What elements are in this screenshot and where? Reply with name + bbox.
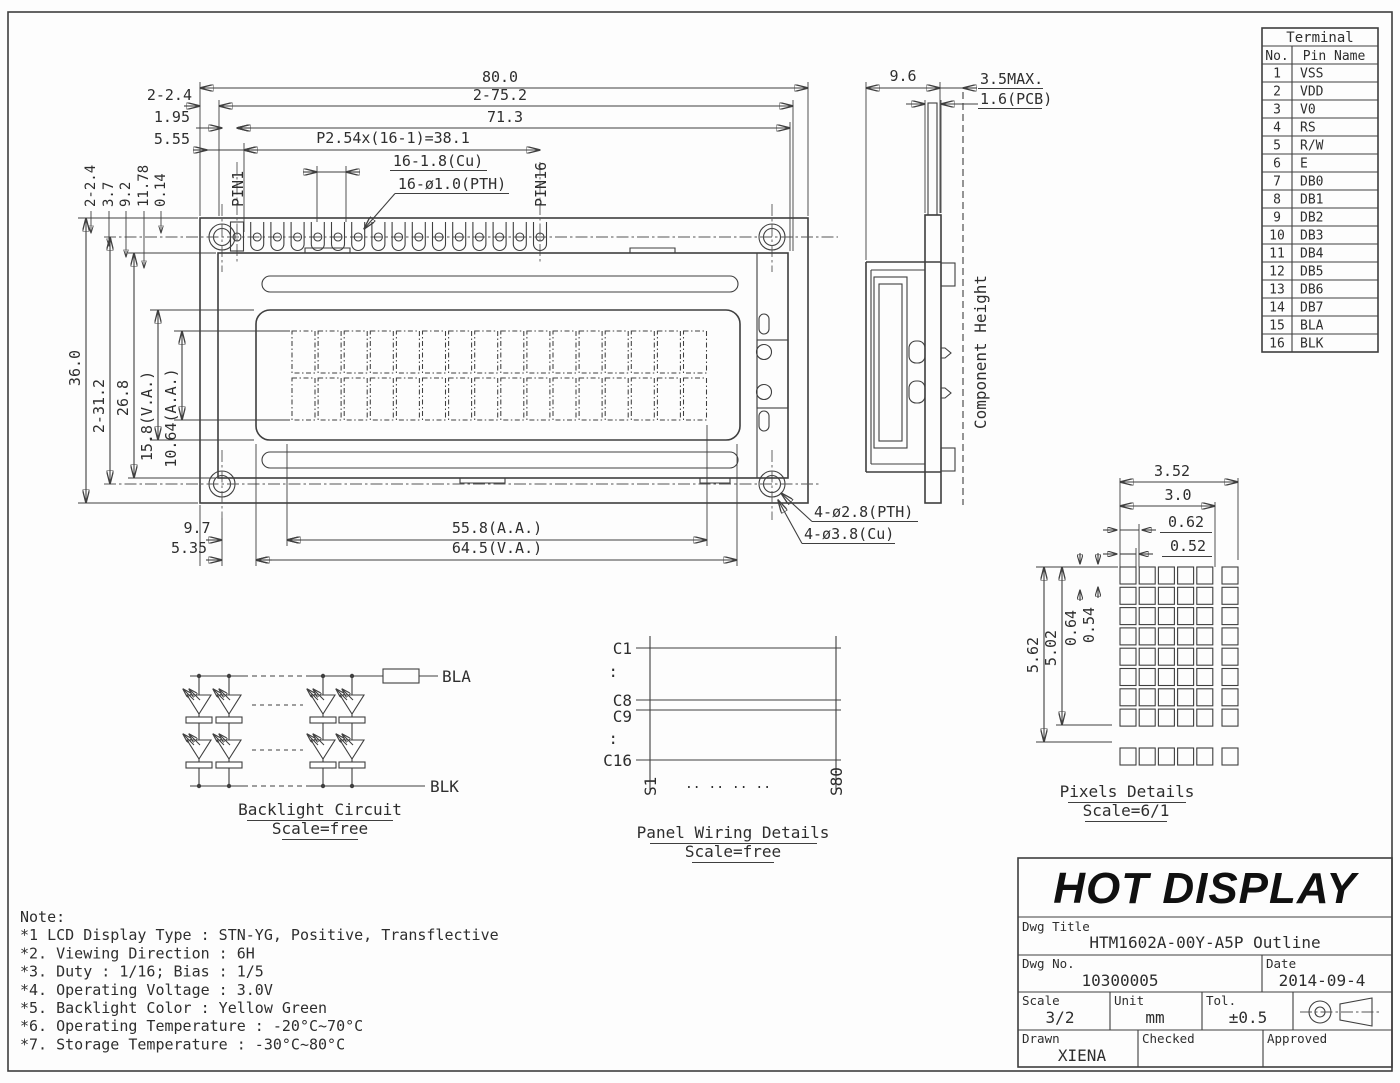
terminal-row-no: 6 [1273,156,1281,172]
dim-64.5va: 64.5(V.A.) [451,539,543,557]
dim-1.6pcb: 1.6(PCB) [980,90,1053,108]
dots-1: : [608,662,618,681]
terminal-row-no: 15 [1269,318,1285,334]
dwg-title-label: Dwg Title [1022,919,1090,934]
dim-3.52: 3.52 [1153,462,1191,480]
terminal-row-name: RS [1300,120,1316,136]
wiring-dashes: .. .. .. .. [684,777,772,792]
pixel-grid [1120,567,1238,765]
note-line: *3. Duty : 1/16; Bias : 1/5 [20,962,264,981]
terminal-table [1262,28,1378,352]
c8-label: C8 [612,691,632,710]
dim-0.62: 0.62 [1167,513,1205,531]
terminal-row-no: 8 [1273,192,1281,208]
terminal-row-no: 11 [1269,246,1285,262]
s1-label: S1 [641,776,660,796]
terminal-row-no: 7 [1273,174,1281,190]
dim-5.02: 5.02 [1042,629,1060,667]
dim-lt-9.2: 9.2 [118,181,134,207]
dim-26.8: 26.8 [114,379,132,417]
dim-9.6: 9.6 [889,67,917,85]
terminal-row-no: 5 [1273,138,1281,154]
pin-side [928,103,937,215]
note-line: *5. Backlight Color : Yellow Green [20,999,328,1017]
dim-2-2.4: 2-2.4 [146,86,192,104]
side-view [866,67,1052,505]
note-line: *7. Storage Temperature : -30°C~80°C [20,1035,346,1054]
approved-label: Approved [1267,1031,1328,1046]
terminal-row-name: V0 [1300,102,1316,118]
note-line: *4. Operating Voltage : 3.0V [20,980,273,999]
dim-0.54: 0.54 [1080,606,1098,644]
pixels-title: Pixels Details [1059,782,1195,801]
checked-label: Checked [1142,1031,1195,1046]
dim-4-pth: 4-ø2.8(PTH) [814,503,914,521]
dots-2: : [608,729,618,748]
front-view [66,68,918,566]
dwg-no-label: Dwg No. [1022,956,1075,971]
backlight-title: Backlight Circuit [238,800,402,819]
front-dims-left-top [83,165,169,268]
terminal-row-no: 10 [1269,228,1285,244]
terminal-row-name: BLK [1300,336,1324,352]
dim-lt-2-2.4: 2-2.4 [83,164,99,207]
dim-16-pth: 16-ø1.0(PTH) [397,175,507,193]
terminal-row-name: DB4 [1300,246,1324,262]
terminal-col-name: Pin Name [1302,49,1366,64]
pcb-side [925,215,941,503]
pin16-label: PIN16 [532,161,550,207]
note-line: Note: [20,908,66,926]
unit-value: mm [1145,1008,1165,1027]
dim-3.5max: 3.5MAX. [980,70,1044,88]
notes [20,908,499,1053]
dim-lt-3.7: 3.7 [101,181,117,207]
dim-lt-0.14: 0.14 [153,173,169,207]
dim-2-75.2: 2-75.2 [472,86,528,104]
company-logo: HOT DISPLAY [1053,864,1357,913]
c1-label: C1 [612,639,632,658]
dim-15.8va: 15.8(V.A.) [138,370,156,462]
component-height-label: Component Height [971,274,990,430]
s80-label: S80 [827,767,846,796]
pixels-detail [1024,462,1238,822]
pixels-scale: Scale=6/1 [1082,801,1170,820]
dim-80: 80.0 [481,68,519,86]
terminal-row-name: E [1300,156,1308,172]
terminal-row-name: DB3 [1300,228,1324,244]
terminal-row-no: 9 [1273,210,1281,226]
terminal-col-no: No. [1265,49,1289,64]
terminal-row-name: DB2 [1300,210,1324,226]
bla-label: BLA [442,667,471,686]
c9-label: C9 [612,707,632,726]
scale-label: Scale [1022,993,1060,1008]
dim-16-1.8cu: 16-1.8(Cu) [392,152,484,170]
dim-10.64aa: 10.64(A.A.) [162,368,180,468]
note-line: *6. Operating Temperature : -20°C~70°C [20,1017,364,1036]
date-label: Date [1266,956,1297,971]
backlight-circuit [183,667,471,840]
blk-label: BLK [430,777,459,796]
terminal-row-name: DB5 [1300,264,1324,280]
dim-71.3: 71.3 [486,108,524,126]
title-block [1018,858,1392,1067]
panel-wiring-scale: Scale=free [684,842,782,861]
drawn-label: Drawn [1022,1031,1060,1046]
dim-5.62: 5.62 [1024,636,1042,674]
panel-wiring [603,636,846,863]
terminal-row-no: 13 [1269,282,1285,298]
dim-2-31.2: 2-31.2 [90,378,108,434]
led-array [183,674,365,788]
c16-label: C16 [603,751,632,770]
note-line: *2. Viewing Direction : 6H [20,944,255,963]
character-grid [292,331,707,420]
terminal-row-name: R/W [1300,138,1324,154]
dim-5.35: 5.35 [170,539,208,557]
terminal-row-name: BLA [1300,318,1324,334]
panel-wiring-title: Panel Wiring Details [636,823,830,842]
scale-value: 3/2 [1045,1008,1075,1027]
terminal-row-no: 16 [1269,336,1285,352]
terminal-row-name: DB1 [1300,192,1324,208]
dwg-title-value: HTM1602A-00Y-A5P Outline [1089,933,1321,952]
dim-lt-11.78: 11.78 [136,164,152,207]
front-dims-top [147,68,808,251]
tol-value: ±0.5 [1228,1008,1268,1027]
dim-9.7: 9.7 [183,519,211,537]
dim-55.8aa: 55.8(A.A.) [451,519,543,537]
dim-36: 36.0 [66,349,84,387]
dim-4-cu: 4-ø3.8(Cu) [804,525,895,543]
terminal-row-name: DB7 [1300,300,1324,316]
terminal-row-no: 12 [1269,264,1285,280]
terminal-row-no: 3 [1273,102,1281,118]
terminal-row-no: 1 [1273,66,1281,82]
front-dims-bottom [171,425,918,566]
terminal-row-no: 2 [1273,84,1281,100]
dim-pitch: P2.54x(16-1)=38.1 [316,129,470,147]
projection-symbol-icon [1300,998,1382,1026]
pin1-label: PIN1 [229,170,247,207]
terminal-row-name: DB0 [1300,174,1324,190]
terminal-row-no: 4 [1273,120,1281,136]
terminal-row-name: DB6 [1300,282,1324,298]
tol-label: Tol. [1206,993,1237,1008]
dim-5.55: 5.55 [153,130,190,148]
terminal-title: Terminal [1286,30,1354,46]
dim-1.95: 1.95 [153,108,190,126]
mounting-holes [209,224,785,497]
dim-3.0: 3.0 [1164,486,1192,504]
dim-0.64: 0.64 [1062,609,1080,647]
dwg-no-value: 10300005 [1081,971,1159,990]
bezel [218,248,788,483]
drawn-value: XIENA [1057,1046,1107,1065]
backlight-scale: Scale=free [271,819,369,838]
date-value: 2014-09-4 [1278,971,1366,990]
terminal-row-name: VDD [1300,84,1324,100]
terminal-row-name: VSS [1300,66,1324,82]
dim-0.52: 0.52 [1169,537,1207,555]
terminal-rows [1262,64,1378,352]
terminal-row-no: 14 [1269,300,1285,316]
unit-label: Unit [1114,993,1145,1008]
note-line: *1 LCD Display Type : STN-YG, Positive, Transflective [20,926,499,945]
pin-pads [231,222,547,251]
